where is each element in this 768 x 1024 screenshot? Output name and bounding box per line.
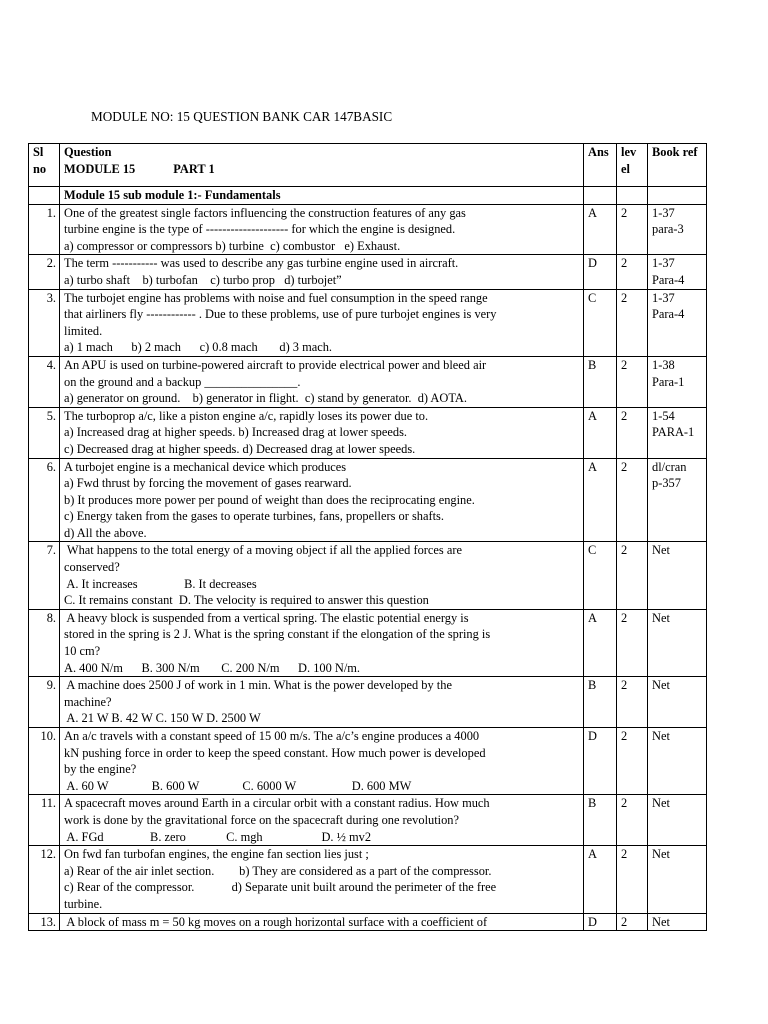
level: 2 — [617, 795, 648, 846]
question-text — [60, 846, 584, 913]
level: 2 — [617, 289, 648, 356]
answer: B — [584, 356, 617, 407]
table-row — [29, 255, 707, 289]
answer: C — [584, 289, 617, 356]
question-text — [60, 356, 584, 407]
level: 2 — [617, 677, 648, 728]
question-line: by the engine? — [64, 762, 137, 777]
question-line: kN pushing force in order to keep the speed constant. How much power is developed — [64, 745, 486, 760]
book-ref — [648, 204, 707, 255]
row-number: 7. — [29, 542, 60, 609]
answer: C — [584, 542, 617, 609]
book-ref-line: p-357 — [652, 476, 681, 491]
row-number: 12. — [29, 846, 60, 913]
header-part: PART 1 — [173, 161, 215, 176]
book-ref — [648, 255, 707, 289]
answer: B — [584, 795, 617, 846]
question-line: a) compressor or compressors b) turbine c) combustor e) Exhaust. — [64, 238, 401, 253]
book-ref-line: PARA-1 — [652, 425, 695, 440]
answer: A — [584, 458, 617, 542]
question-line: b) It produces more power per pound of weight than does the reciprocating engine. — [64, 492, 475, 507]
row-number: 9. — [29, 677, 60, 728]
book-ref-line: para-3 — [652, 222, 684, 237]
table-row — [29, 795, 707, 846]
book-ref-line: Para-4 — [652, 307, 685, 322]
question-line: a) generator on ground. b) generator in flight. c) stand by generator. d) AOTA. — [64, 391, 467, 406]
row-number: 10. — [29, 728, 60, 795]
answer: A — [584, 609, 617, 676]
book-ref-line: Net — [652, 729, 670, 743]
question-line: What happens to the total energy of a moving object if all the applied forces are — [64, 543, 462, 558]
row-number: 6. — [29, 458, 60, 542]
question-line: On fwd fan turbofan engines, the engine fan section lies just ; — [64, 847, 369, 862]
table-row — [29, 407, 707, 458]
book-ref-line: Para-1 — [652, 374, 685, 389]
book-ref — [648, 356, 707, 407]
level: 2 — [617, 356, 648, 407]
row-number: 13. — [29, 913, 60, 931]
question-table — [28, 143, 707, 931]
question-line: A block of mass m = 50 kg moves on a rough horizontal surface with a coefficient of — [64, 914, 488, 929]
table-row — [29, 204, 707, 255]
table-row — [29, 728, 707, 795]
book-ref-line: Net — [652, 610, 670, 625]
question-text — [60, 913, 584, 931]
question-line: 10 cm? — [64, 644, 101, 659]
question-line: machine? — [64, 694, 112, 709]
question-line: work is done by the gravitational force on the spacecraft during one revolution? — [64, 812, 459, 827]
question-line: c) Rear of the compressor. d) Separate unit built around the perimeter of the free — [64, 880, 497, 895]
row-number: 8. — [29, 609, 60, 676]
table-row — [29, 846, 707, 913]
level: 2 — [617, 542, 648, 609]
question-text — [60, 458, 584, 542]
level: 2 — [617, 458, 648, 542]
question-line: conserved? — [64, 560, 120, 575]
question-line: An a/c travels with a constant speed of 15 00 m/s. The a/c’s engine produces a 4000 — [64, 729, 480, 743]
header-level — [617, 144, 648, 187]
table-row — [29, 913, 707, 931]
header-module: MODULE 15 — [64, 161, 136, 176]
question-text — [60, 795, 584, 846]
question-line: limited. — [64, 323, 103, 338]
question-line: A. FGd B. zero C. mgh D. ½ mv2 — [64, 829, 372, 844]
level: 2 — [617, 609, 648, 676]
question-line: A. 60 W B. 600 W C. 6000 W D. 600 MW — [64, 778, 412, 793]
book-ref-line: Para-4 — [652, 272, 685, 287]
book-ref-line: dl/cran — [652, 459, 687, 474]
book-ref-line: Net — [652, 678, 670, 693]
book-ref — [648, 407, 707, 458]
book-ref — [648, 795, 707, 846]
header-sl — [29, 144, 60, 187]
book-ref-line: Net — [652, 543, 670, 558]
question-text — [60, 289, 584, 356]
section-ans-cell — [584, 187, 617, 205]
question-text — [60, 255, 584, 289]
book-ref — [648, 846, 707, 913]
question-line: A machine does 2500 J of work in 1 min. What is the power developed by the — [64, 678, 452, 693]
question-line: A spacecraft moves around Earth in a circular orbit with a constant radius. How much — [64, 796, 490, 811]
question-line: C. It remains constant D. The velocity is required to answer this question — [64, 593, 429, 608]
question-line: a) Rear of the air inlet section. b) They are considered as a part of the compressor. — [64, 863, 492, 878]
question-text — [60, 609, 584, 676]
answer: D — [584, 913, 617, 931]
question-line: The turboprop a/c, like a piston engine a/c, rapidly loses its power due to. — [64, 408, 429, 423]
document-title: MODULE NO: 15 QUESTION BANK CAR 147BASIC — [91, 109, 393, 124]
question-line: stored in the spring is 2 J. What is the spring constant if the elongation of the spring is — [64, 627, 491, 642]
header-question — [60, 144, 584, 187]
book-ref — [648, 609, 707, 676]
question-line: d) All the above. — [64, 525, 147, 540]
answer: A — [584, 846, 617, 913]
question-line: One of the greatest single factors influencing the construction features of any gas — [64, 205, 466, 220]
book-ref — [648, 913, 707, 931]
row-number: 3. — [29, 289, 60, 356]
question-text — [60, 407, 584, 458]
row-number: 11. — [29, 795, 60, 846]
answer: D — [584, 255, 617, 289]
row-number: 1. — [29, 204, 60, 255]
level: 2 — [617, 728, 648, 795]
section-ref-cell — [648, 187, 707, 205]
table-row — [29, 609, 707, 676]
book-ref-line: 1-38 — [652, 357, 675, 372]
question-line: A. It increases B. It decreases — [64, 576, 257, 591]
answer: D — [584, 728, 617, 795]
row-number: 2. — [29, 255, 60, 289]
table-row — [29, 542, 707, 609]
level: 2 — [617, 913, 648, 931]
question-text — [60, 542, 584, 609]
question-line: a) Increased drag at higher speeds. b) Increased drag at lower speeds. — [64, 425, 407, 440]
question-text — [60, 677, 584, 728]
header-book-ref: Book ref — [648, 144, 707, 187]
question-line: The term ----------- was used to describe any gas turbine engine used in aircraft. — [64, 256, 459, 271]
book-ref — [648, 542, 707, 609]
level: 2 — [617, 407, 648, 458]
answer: B — [584, 677, 617, 728]
header-sl-line1: Sl — [33, 145, 44, 159]
table-row — [29, 289, 707, 356]
book-ref — [648, 458, 707, 542]
header-question-label: Question — [64, 145, 112, 159]
row-number: 4. — [29, 356, 60, 407]
question-line: turbine engine is the type of -------------------- for which the engine is designed. — [64, 222, 456, 237]
header-sl-line2: no — [33, 161, 47, 176]
book-ref-line: Net — [652, 914, 670, 929]
question-line: a) 1 mach b) 2 mach c) 0.8 mach d) 3 mach. — [64, 340, 333, 355]
question-line: c) Decreased drag at higher speeds. d) Decreased drag at lower speeds. — [64, 441, 416, 456]
answer: A — [584, 407, 617, 458]
book-ref — [648, 728, 707, 795]
book-ref-line: 1-37 — [652, 205, 675, 220]
book-ref — [648, 677, 707, 728]
question-line: A. 400 N/m B. 300 N/m C. 200 N/m D. 100 N/m. — [64, 660, 361, 675]
answer: A — [584, 204, 617, 255]
question-line: turbine. — [64, 896, 103, 911]
level: 2 — [617, 204, 648, 255]
section-title: Module 15 sub module 1:- Fundamentals — [60, 187, 584, 205]
section-level-cell — [617, 187, 648, 205]
book-ref — [648, 289, 707, 356]
level: 2 — [617, 846, 648, 913]
book-ref-line: 1-37 — [652, 290, 675, 305]
book-ref-line: Net — [652, 847, 670, 862]
header-level-line1: lev — [621, 145, 637, 159]
question-line: A turbojet engine is a mechanical device which produces — [64, 459, 347, 474]
question-line: c) Energy taken from the gases to operate turbines, fans, propellers or shafts. — [64, 509, 444, 524]
section-row — [29, 187, 707, 205]
header-module-line — [64, 161, 580, 178]
table-row — [29, 677, 707, 728]
table-row — [29, 356, 707, 407]
level: 2 — [617, 255, 648, 289]
book-ref-line: 1-54 — [652, 408, 675, 423]
question-line: a) turbo shaft b) turbofan c) turbo prop d) turbojet” — [64, 272, 342, 287]
table-row — [29, 458, 707, 542]
question-line: on the ground and a backup _______________. — [64, 374, 301, 389]
header-level-line2: el — [621, 161, 630, 176]
header-ans: Ans — [584, 144, 617, 187]
question-line: The turbojet engine has problems with noise and fuel consumption in the speed range — [64, 290, 488, 305]
question-line: A heavy block is suspended from a vertical spring. The elastic potential energy is — [64, 610, 469, 625]
question-line: that airliners fly ------------ . Due to these problems, use of pure turbojet engines is very — [64, 307, 497, 322]
section-sl-cell — [29, 187, 60, 205]
row-number: 5. — [29, 407, 60, 458]
book-ref-line: Net — [652, 796, 670, 811]
question-line: a) Fwd thrust by forcing the movement of gases rearward. — [64, 476, 352, 491]
question-line: An APU is used on turbine-powered aircraft to provide electrical power and bleed air — [64, 357, 487, 372]
question-text — [60, 204, 584, 255]
book-ref-line: 1-37 — [652, 256, 675, 271]
question-text — [60, 728, 584, 795]
question-line: A. 21 W B. 42 W C. 150 W D. 2500 W — [64, 711, 261, 726]
header-row — [29, 144, 707, 187]
